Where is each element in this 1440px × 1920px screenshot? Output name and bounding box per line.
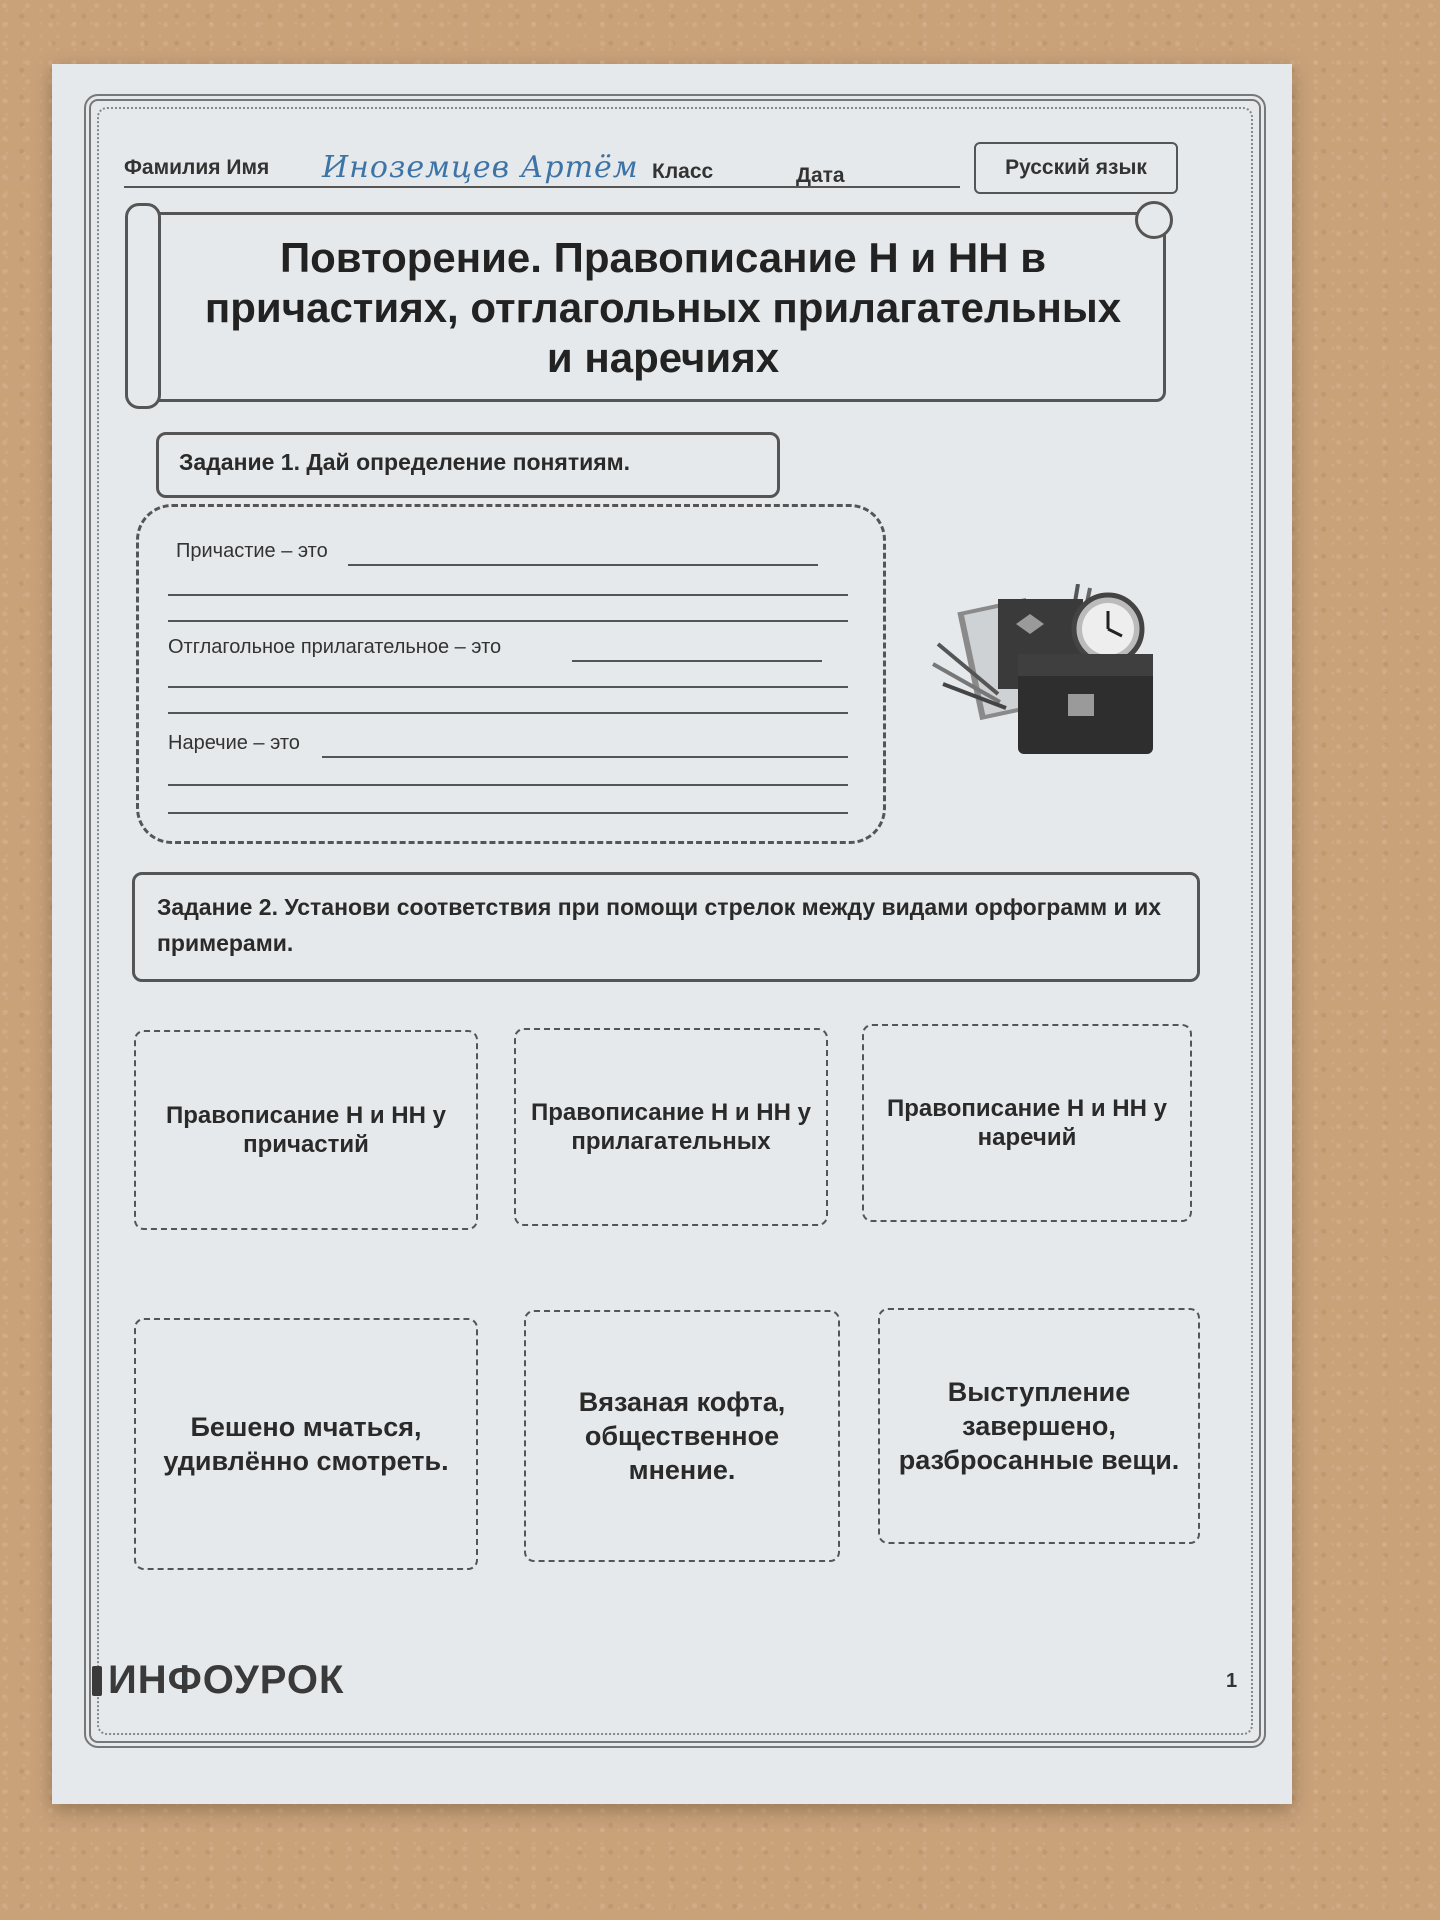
answer-line[interactable] xyxy=(168,812,848,814)
logo-text: ИНФОУРОК xyxy=(108,1658,345,1702)
task1-heading: Задание 1. Дай определение понятиям. xyxy=(156,432,780,498)
subject-badge: Русский язык xyxy=(974,142,1178,194)
category-card-participles[interactable]: Правописание Н и НН у причастий xyxy=(134,1030,478,1230)
publisher-logo xyxy=(92,1658,344,1703)
page-title: Повторение. Правописание Н и НН в причастиях, отглагольных прилагательных и наречиях xyxy=(204,234,1122,381)
worksheet-page xyxy=(52,64,1292,1804)
page-number: 1 xyxy=(1226,1670,1238,1692)
school-supplies-illustration xyxy=(928,584,1168,764)
example-card-adverbs[interactable]: Бешено мчаться, удивлённо смотреть. xyxy=(134,1318,478,1570)
answer-line[interactable] xyxy=(168,686,848,688)
answer-line[interactable] xyxy=(168,784,848,786)
name-label: Фамилия Имя xyxy=(124,156,270,179)
briefcase-icon xyxy=(1018,654,1153,754)
clock-icon xyxy=(1074,595,1142,663)
answer-line[interactable] xyxy=(168,620,848,622)
task2-heading: Задание 2. Установи соответствия при помощи стрелок между видами орфограмм и их примерами. xyxy=(132,872,1200,982)
definition-label-adverb: Наречие – это xyxy=(168,732,300,754)
scroll-roll-icon xyxy=(125,203,161,409)
definition-label-participle: Причастие – это xyxy=(176,540,328,562)
answer-line[interactable] xyxy=(572,660,822,662)
category-card-adjectives[interactable]: Правописание Н и НН у прилагательных xyxy=(514,1028,828,1226)
class-label: Класс xyxy=(652,160,714,183)
example-card-adjectives[interactable]: Вязаная кофта, общественное мнение. xyxy=(524,1310,840,1562)
answer-line[interactable] xyxy=(322,756,848,758)
example-card-participles[interactable]: Выступление завершено, разбросанные вещи. xyxy=(878,1308,1200,1544)
title-scroll xyxy=(130,212,1166,402)
category-card-adverbs[interactable]: Правописание Н и НН у наречий xyxy=(862,1024,1192,1222)
answer-line[interactable] xyxy=(168,712,848,714)
header-underline xyxy=(124,186,960,188)
handwritten-name: Иноземцев Артём xyxy=(322,150,639,185)
date-label: Дата xyxy=(796,164,845,187)
scroll-curl-icon xyxy=(1135,201,1173,239)
logo-mark-icon xyxy=(92,1666,102,1696)
definition-label-verbal-adjective: Отглагольное прилагательное – это xyxy=(168,636,502,658)
answer-line[interactable] xyxy=(168,594,848,596)
answer-line[interactable] xyxy=(348,564,818,566)
